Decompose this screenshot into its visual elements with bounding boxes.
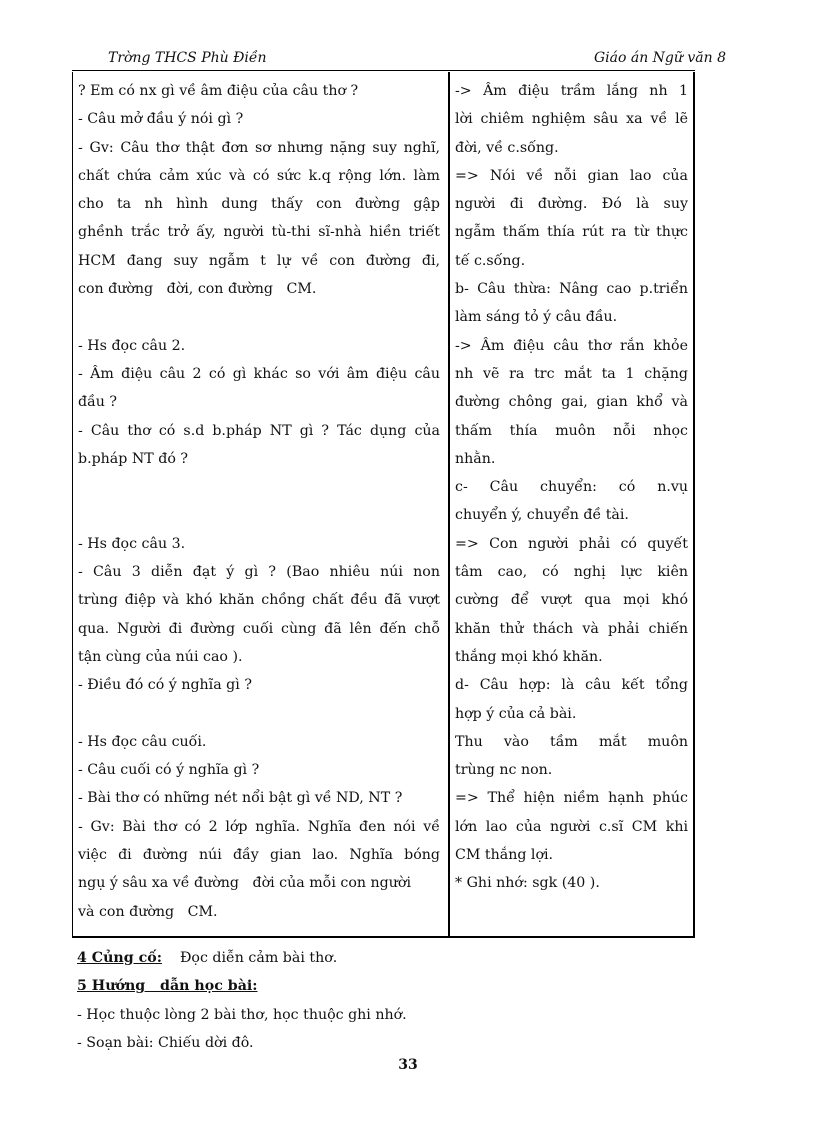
right-column-line: nhằn.	[455, 450, 496, 467]
left-column-line: - Câu 3 diễn đạt ý gì ? (Bao nhiêu núi non	[78, 564, 440, 581]
left-column-line: - Hs đọc câu 3.	[78, 535, 186, 552]
right-column-line: => Nói về nỗi gian lao của	[455, 167, 688, 184]
left-column-line: - Bài thơ có những nét nổi bật gì về ND, NT ?	[78, 790, 403, 807]
left-column-line: - Hs đọc câu cuối.	[78, 733, 207, 750]
right-column-line: cường để vượt qua mọi khó	[455, 592, 688, 609]
right-column-line: tế c.sống.	[455, 252, 526, 269]
right-column-line: b- Câu thừa: Nâng cao p.triển	[455, 281, 688, 298]
right-column-line: * Ghi nhớ: sgk (40 ).	[455, 875, 600, 892]
left-column-line: - Gv: Bài thơ có 2 lớp nghĩa. Nghĩa đen nói về	[78, 818, 440, 835]
right-column-line: tâm cao, có nghị lực kiên	[455, 564, 688, 581]
left-column-line	[78, 700, 440, 728]
consolidate-text: Đọc diễn cảm bài thơ.	[161, 950, 338, 966]
left-column-line: - Hs đọc câu 2.	[78, 337, 186, 354]
right-column-line: lời chiêm nghiệm sâu xa về lẽ	[455, 111, 688, 128]
right-column-line: khăn thử thách và phải chiến	[455, 620, 688, 637]
consolidate-line	[77, 944, 677, 972]
school-name: Trờng THCS Phù Điền	[108, 50, 267, 66]
left-column-line	[78, 303, 440, 331]
column-divider	[448, 72, 450, 936]
left-column-line: việc đi đường núi đầy gian lao. Nghĩa bóng	[78, 847, 440, 864]
page-header	[80, 48, 726, 70]
left-column-line: ghềnh trắc trở ấy, người tù-thi sĩ-nhà hiền triết	[78, 224, 440, 241]
right-column-line: chuyển ý, chuyển đề tài.	[455, 507, 629, 524]
right-column-line: => Con người phải có quyết	[455, 535, 688, 552]
left-column-line: b.pháp NT đó ?	[78, 450, 188, 467]
guide-label: 5 Hướng dẫn học bài:	[77, 978, 258, 995]
right-column-line: => Thể hiện niềm hạnh phúc	[455, 790, 688, 807]
header-rule	[72, 70, 695, 71]
left-column-line: qua. Người đi đường cuối cùng đã lên đến chỗ	[78, 620, 440, 637]
right-column-line: người đi đường. Đó là suy	[455, 196, 688, 213]
left-column-line: con đường đời, con đường CM.	[78, 281, 317, 298]
right-column-line: thắng mọi khó khăn.	[455, 648, 603, 665]
right-column-line: hợp ý của cả bài.	[455, 705, 577, 722]
left-column-line: cho ta nh hình dung thấy con đường gập	[78, 196, 440, 213]
right-column-line: thấm thía muôn nỗi nhọc	[455, 422, 688, 439]
right-column-line: nh vẽ ra trc mắt ta 1 chặng	[455, 365, 688, 382]
page-number: 33	[398, 1057, 418, 1073]
right-column-line: -> Âm điệu trầm lắng nh 1	[455, 83, 688, 99]
teacher-activity-column	[78, 77, 440, 926]
content-column	[455, 77, 688, 898]
left-column-line: - Gv: Câu thơ thật đơn sơ nhưng nặng suy nghĩ,	[78, 139, 440, 156]
right-column-line: c- Câu chuyển: có n.vụ	[455, 479, 688, 496]
right-column-line: đường chông gai, gian khổ và	[455, 394, 688, 411]
left-column-line: tận cùng của núi cao ).	[78, 648, 243, 665]
guide-heading-line	[77, 972, 677, 1000]
left-column-line: đầu ?	[78, 394, 118, 411]
right-column-line: trùng nc non.	[455, 762, 553, 779]
left-column-line: và con đường CM.	[78, 903, 218, 920]
left-column-line: HCM đang suy ngẫm t lự về con đường đi,	[78, 252, 440, 269]
consolidate-label: 4 Củng cố:	[77, 950, 162, 966]
left-column-line: - Âm điệu câu 2 có gì khác so với âm điệu câu	[78, 365, 440, 382]
left-column-line	[78, 501, 440, 529]
lesson-footer	[77, 944, 677, 1057]
lesson-table	[72, 72, 695, 938]
right-column-line: -> Âm điệu câu thơ rắn khỏe	[455, 337, 688, 354]
right-column-line: ngẫm thấm thía rút ra từ thực	[455, 224, 688, 241]
left-column-line: - Câu mở đầu ý nói gì ?	[78, 111, 244, 128]
left-column-line: ngụ ý sâu xa về đường đời của mỗi con người	[78, 875, 411, 892]
right-column-line: làm sáng tỏ ý câu đầu.	[455, 309, 618, 326]
left-column-line: trùng điệp và khó khăn chồng chất đều đã vượt	[78, 592, 440, 609]
right-column-line: Thu vào tầm mắt muôn	[455, 733, 688, 750]
guide-item: - Học thuộc lòng 2 bài thơ, học thuộc ghi nhớ.	[77, 1006, 407, 1023]
right-column-line: d- Câu hợp: là câu kết tổng	[455, 677, 688, 694]
left-column-line: - Câu thơ có s.d b.pháp NT gì ? Tác dụng của	[78, 422, 440, 439]
left-column-line: chất chứa cảm xúc và có sức k.q rộng lớn. làm	[78, 167, 440, 184]
right-column-line: đời, về c.sống.	[455, 139, 559, 156]
right-column-line: lớn lao của người c.sĩ CM khi	[455, 818, 688, 835]
subject-title: Giáo án Ngữ văn 8	[593, 50, 726, 66]
left-column-line	[78, 473, 440, 501]
left-column-line: - Điều đó có ý nghĩa gì ?	[78, 677, 252, 694]
left-column-line: ? Em có nx gì về âm điệu của câu thơ ?	[78, 83, 359, 99]
left-column-line: - Câu cuối có ý nghĩa gì ?	[78, 762, 260, 779]
right-column-line: CM thắng lợi.	[455, 847, 554, 864]
guide-item: - Soạn bài: Chiếu dời đô.	[77, 1034, 254, 1051]
